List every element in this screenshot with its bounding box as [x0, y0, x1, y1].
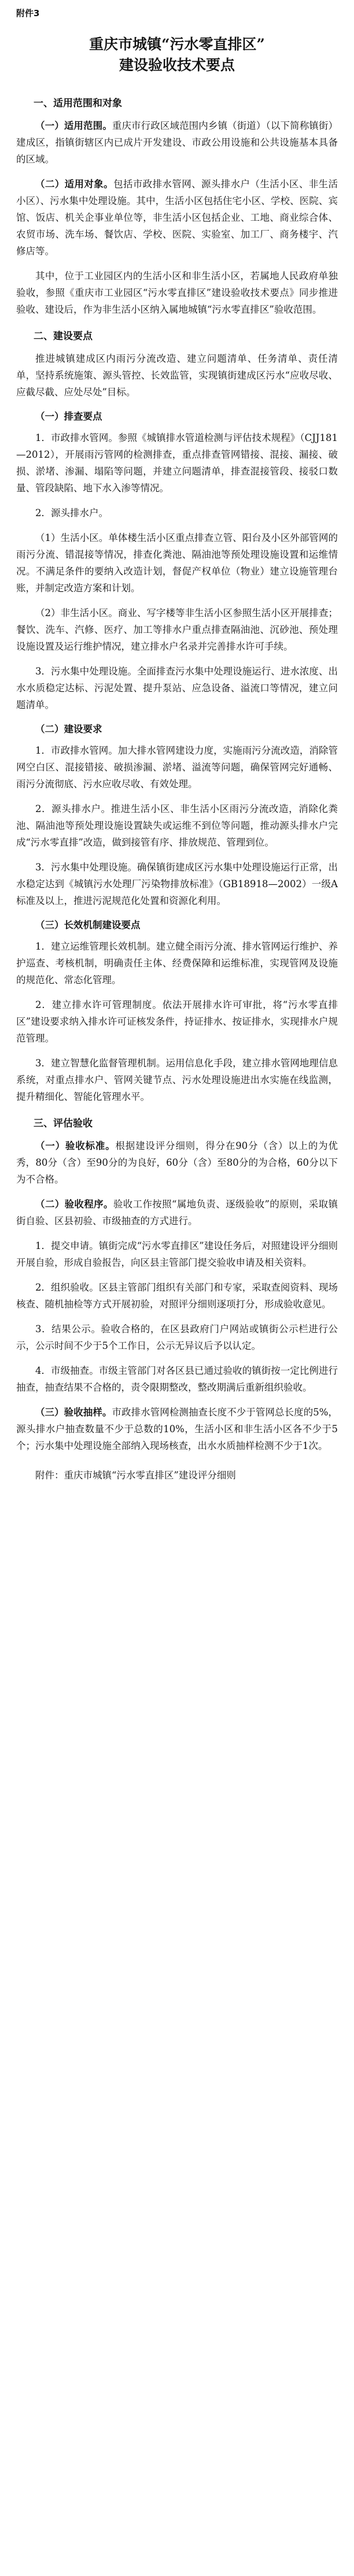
subsection-heading: （一）排查要点	[35, 411, 102, 422]
paragraph: 推进城镇建成区内雨污分流改造、建立问题清单、任务清单、责任清单，坚持系统施策、源头管控、长效监管，实现镇街建成区污水“应收尽收、应截尽截、应处尽处”目标。	[16, 353, 338, 398]
paragraph: 其中，位于工业园区内的生活小区和非生活小区，若属地人民政府单独验收，参照《重庆市工业园区“污水零直排区”建设验收技术要点》同步推进验收、建设后，作为非生活小区纳入属地城镇“污水零直排区”验收范围。	[16, 270, 338, 315]
paragraph-lead: （二）验收程序。	[35, 1199, 113, 1210]
paragraph: 2．源头排水户。推进生活小区、非生活小区雨污分流改造，消除化粪池、隔油池等预处理设施设置缺失或运维不到位等问题，推动源头排水户完成“污水零直排”改造，做到接管有序、排放规范、管理到位。	[16, 803, 338, 848]
paragraph: （2）非生活小区。商业、写字楼等非生活小区参照生活小区开展排查；餐饮、洗车、汽修、医疗、加工等排水户重点排查隔油池、沉砂池、预处理设施设置及运行维护情况，建立排水户名录并完善排水许可手续。	[16, 607, 338, 652]
paragraph: （一）验收标准。根据建设评分细则，得分在90分（含）以上的为优秀，80分（含）至90分的为良好，60分（含）至80分的为合格，60分以下为不合格。	[16, 1140, 338, 1185]
section-3-heading: 三、评估验收	[34, 1118, 93, 1129]
paragraph: 2．源头排水户。	[35, 507, 108, 518]
paragraph: 3．污水集中处理设施。全面排查污水集中处理设施运行、进水浓度、出水水质稳定达标、污泥处置、提升泵站、应急设备、溢流口等情况，建立问题清单。	[16, 666, 338, 710]
paragraph: （二）验收程序。验收工作按照“属地负责、逐级验收”的原则，采取镇街自验、区县初验、市级抽查的方式进行。	[16, 1199, 338, 1226]
paragraph: 3．结果公示。验收合格的，在区县政府门户网站或镇街公示栏进行公示，公示时间不少于5个工作日，公示无异议后予以认定。	[16, 1324, 338, 1351]
paragraph: 2．组织验收。区县主管部门组织有关部门和专家，采取查阅资料、现场核查、随机抽检等方式开展初验，对照评分细则逐项打分，形成验收意见。	[16, 1282, 338, 1310]
attachment-label: 附件3	[16, 8, 40, 18]
paragraph-lead: （一）适用范围。	[35, 120, 112, 131]
paragraph: 3．污水集中处理设施。确保镇街建成区污水集中处理设施运行正常，出水稳定达到《城镇污水处理厂污染物排放标准》（GB18918—2002）一级A标准及以上，推进污泥规范化处置和资源化利用。	[16, 862, 338, 906]
paragraph: （二）适用对象。包括市政排水管网、源头排水户（生活小区、非生活小区）、污水集中处理设施。其中，生活小区包括住宅小区、学校、医院、宾馆、饭店、机关企事业单位等，非生活小区包括企业、工地、商业综合体、农贸市场、洗车场、餐饮店、学校、医院、实验室、加工厂、商务楼宇、汽修店等。	[16, 179, 338, 257]
paragraph-lead: （二）适用对象。	[35, 179, 114, 190]
paragraph: 1．提交申请。镇街完成“污水零直排区”建设任务后，对照建设评分细则开展自验，形成自验报告，向区县主管部门提交验收申请及相关资料。	[16, 1240, 338, 1268]
paragraph-lead: （一）验收标准。	[35, 1140, 116, 1151]
paragraph: （三）验收抽样。市政排水管网检测抽查长度不少于管网总长度的5%，源头排水户抽查数量不少于总数的10%，生活小区和非生活小区各不少于5个；污水集中处理设施全部纳入现场核查，出水水质抽样检测不少于1次。	[16, 1407, 338, 1451]
paragraph-lead: （三）验收抽样。	[35, 1407, 112, 1418]
paragraph: （一）适用范围。重庆市行政区域范围内乡镇（街道）（以下简称镇街）建成区，指镇街辖区内已成片开发建设、市政公用设施和公共设施基本具备的区域。	[16, 120, 338, 165]
subsection-heading: （三）长效机制建设要点	[35, 920, 141, 931]
paragraph: 1．市政排水管网。参照《城镇排水管道检测与评估技术规程》（CJJ181—2012），开展雨污管网的检测排查，重点排查管网错接、混接、漏接、破损、淤堵、渗漏、塌陷等问题，并建立问题清单，排查混接管段、接驳口数量、管段缺陷、地下水入渗等情况。	[16, 432, 338, 494]
paragraph: 2．建立排水许可管理制度。依法开展排水许可审批，将“污水零直排区”建设要求纳入排水许可证核发条件，持证排水、按证排水，实现排水户规范管理。	[16, 999, 338, 1044]
paragraph: 1．市政排水管网。加大排水管网建设力度，实施雨污分流改造，消除管网空白区、混接错接、破损渗漏、淤堵、溢流等问题，确保管网完好通畅、雨污分流彻底、污水应收尽收、有效处理。	[16, 745, 338, 790]
doc-title-line1: 重庆市城镇“污水零直排区”	[89, 36, 265, 53]
subsection-heading: （二）建设要求	[35, 724, 102, 735]
attachment-note: 附件：重庆市城镇“污水零直排区”建设评分细则	[35, 1470, 236, 1481]
paragraph: 1．建立运维管理长效机制。建立健全雨污分流、排水管网运行维护、养护巡查、考核机制，明确责任主体、经费保障和运维标准，实现管网及设施的规范化、常态化管理。	[16, 941, 338, 985]
paragraph: （1）生活小区。单体楼生活小区重点排查立管、阳台及小区外部管网的雨污分流、错混接等情况，排查化粪池、隔油池等预处理设施设置和运维情况。不满足条件的要纳入改造计划，督促产权单位（物业）建立设施管理台账，并制定改造方案和计划。	[16, 532, 338, 594]
section-2-heading: 二、建设要点	[34, 331, 93, 342]
paragraph: 3．建立智慧化监督管理机制。运用信息化手段，建立排水管网地理信息系统，对重点排水户、管网关键节点、污水处理设施进出水实施在线监测，提升精细化、智能化管理水平。	[16, 1058, 338, 1102]
doc-title-line2: 建设验收技术要点	[119, 57, 235, 73]
section-1-heading: 一、适用范围和对象	[34, 98, 122, 109]
paragraph: 4．市级抽查。市级主管部门对各区县已通过验收的镇街按一定比例进行抽查，抽查结果不合格的，责令限期整改，整改期满后重新组织验收。	[16, 1365, 338, 1393]
